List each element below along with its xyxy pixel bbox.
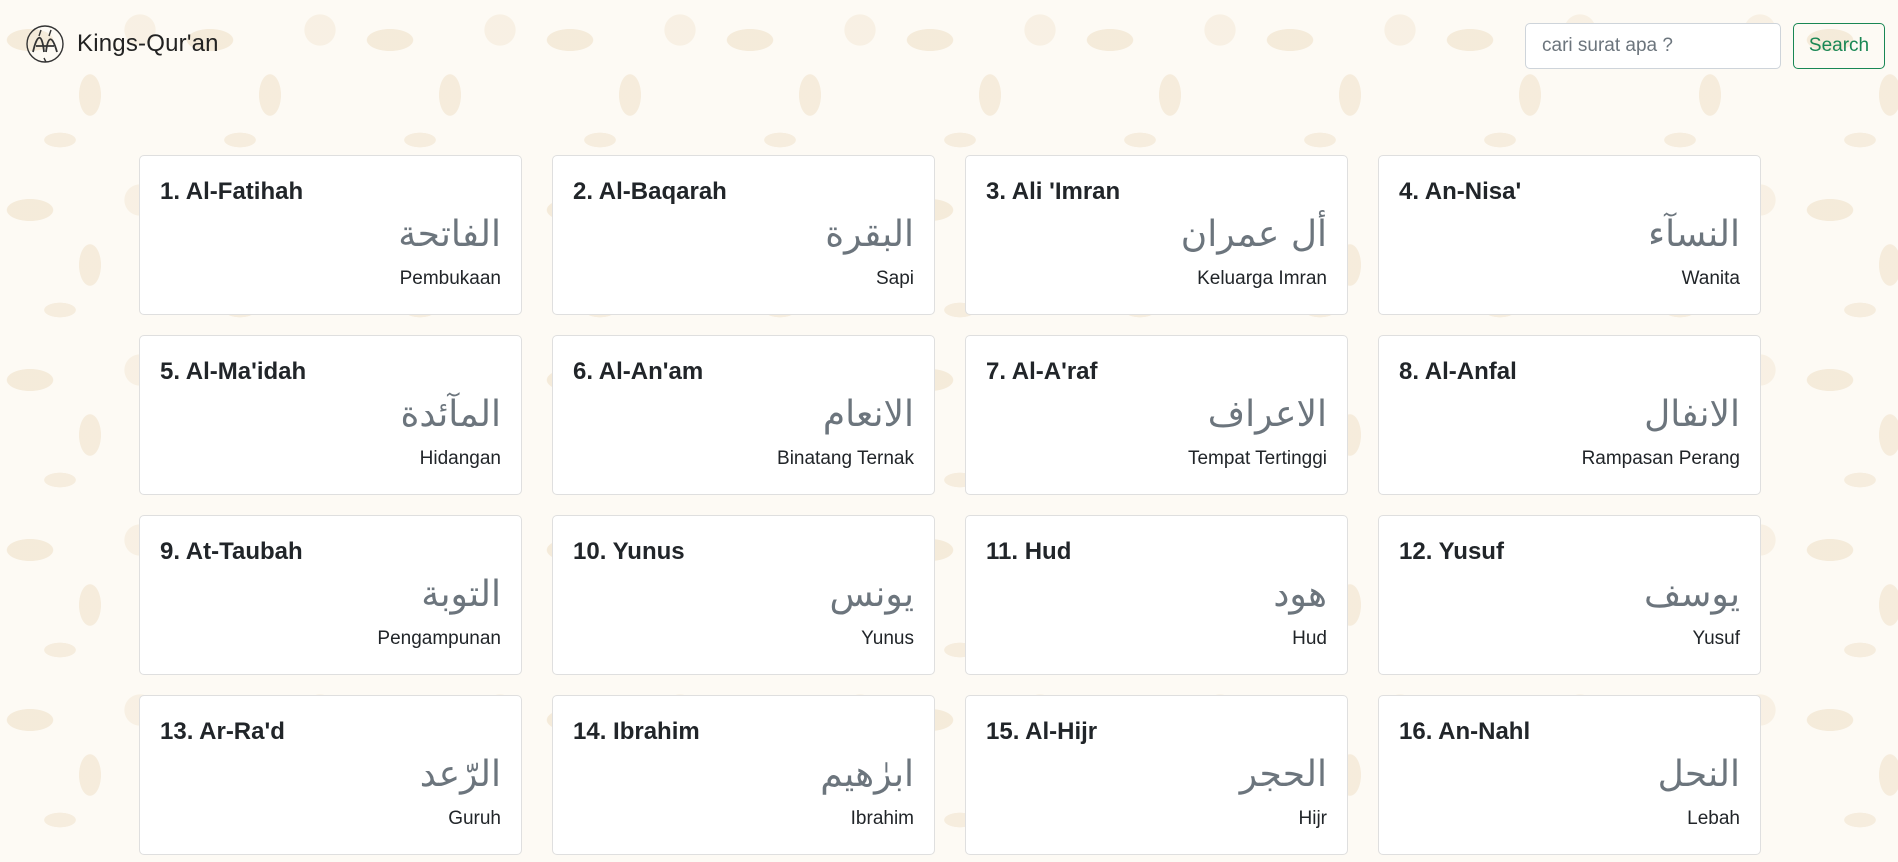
surah-meaning: Pembukaan	[399, 268, 501, 289]
surah-card[interactable]	[965, 515, 1348, 675]
surah-meaning: Wanita	[1681, 268, 1740, 289]
search-input[interactable]	[1525, 23, 1781, 69]
surah-card[interactable]	[1378, 155, 1761, 315]
surah-card[interactable]	[965, 155, 1348, 315]
surah-card[interactable]	[139, 695, 522, 855]
surah-arabic-name: الاعراف	[1207, 394, 1327, 435]
surah-title: 12. Yusuf	[1399, 538, 1504, 565]
quran-calligraphy-icon	[24, 22, 66, 66]
surah-arabic-name: البقرة	[825, 214, 914, 255]
surah-arabic-name: يونس	[829, 574, 914, 615]
surah-card[interactable]	[139, 515, 522, 675]
surah-meaning: Hijr	[1298, 808, 1327, 829]
search-button[interactable]: Search	[1793, 23, 1885, 69]
surah-meaning: Keluarga Imran	[1197, 268, 1327, 289]
surah-meaning: Sapi	[875, 268, 914, 289]
surah-meaning: Ibrahim	[850, 808, 914, 829]
surah-card[interactable]	[139, 335, 522, 495]
surah-title: 3. Ali 'Imran	[986, 178, 1121, 205]
surah-arabic-name: يوسف	[1643, 574, 1740, 615]
surah-arabic-name: الفاتحة	[398, 214, 501, 255]
surah-meaning: Guruh	[448, 808, 501, 829]
surah-arabic-name: النحل	[1657, 754, 1740, 795]
surah-title: 8. Al-Anfal	[1399, 358, 1517, 385]
surah-arabic-name: الانعام	[822, 394, 914, 435]
surah-meaning: Rampasan Perang	[1581, 448, 1740, 469]
surah-card[interactable]	[552, 335, 935, 495]
surah-grid	[139, 155, 1761, 855]
surah-arabic-name: المآئدة	[400, 394, 501, 435]
surah-meaning: Pengampunan	[377, 628, 501, 649]
surah-meaning: Yunus	[861, 628, 914, 649]
surah-title: 9. At-Taubah	[160, 538, 303, 565]
surah-arabic-name: الانفال	[1644, 394, 1740, 435]
surah-title: 2. Al-Baqarah	[573, 178, 727, 205]
surah-card[interactable]	[1378, 515, 1761, 675]
surah-arabic-name: التوبة	[421, 574, 501, 615]
surah-meaning: Lebah	[1687, 808, 1740, 829]
surah-card[interactable]	[1378, 695, 1761, 855]
surah-card[interactable]	[552, 515, 935, 675]
surah-card[interactable]	[1378, 335, 1761, 495]
surah-card[interactable]	[552, 155, 935, 315]
surah-arabic-name: الرّعد	[419, 754, 501, 795]
surah-arabic-name: هود	[1273, 574, 1327, 615]
navbar	[0, 0, 1898, 92]
brand-link[interactable]	[24, 22, 219, 66]
surah-title: 5. Al-Ma'idah	[160, 358, 307, 385]
surah-meaning: Yusuf	[1692, 628, 1740, 649]
surah-card[interactable]	[965, 335, 1348, 495]
surah-meaning: Tempat Tertinggi	[1187, 448, 1327, 469]
surah-card[interactable]	[552, 695, 935, 855]
surah-card[interactable]	[139, 155, 522, 315]
surah-title: 6. Al-An'am	[573, 358, 704, 385]
surah-meaning: Hud	[1292, 628, 1327, 649]
surah-meaning: Binatang Ternak	[777, 448, 914, 469]
surah-card[interactable]	[965, 695, 1348, 855]
surah-title: 15. Al-Hijr	[986, 718, 1098, 745]
brand-name: Kings-Qur'an	[77, 30, 219, 57]
surah-title: 14. Ibrahim	[573, 718, 700, 745]
surah-arabic-name: النسآء	[1648, 214, 1740, 255]
surah-title: 11. Hud	[986, 538, 1072, 565]
surah-meaning: Hidangan	[419, 448, 501, 469]
surah-arabic-name: الحجر	[1239, 754, 1327, 795]
surah-title: 1. Al-Fatihah	[160, 178, 304, 205]
surah-title: 4. An-Nisa'	[1399, 178, 1522, 205]
surah-arabic-name: ابرٰهيم	[820, 754, 914, 795]
surah-title: 16. An-Nahl	[1399, 718, 1531, 745]
surah-arabic-name: أل عمران	[1180, 214, 1327, 255]
surah-title: 10. Yunus	[573, 538, 685, 565]
surah-title: 7. Al-A'raf	[986, 358, 1098, 385]
surah-title: 13. Ar-Ra'd	[160, 718, 285, 745]
